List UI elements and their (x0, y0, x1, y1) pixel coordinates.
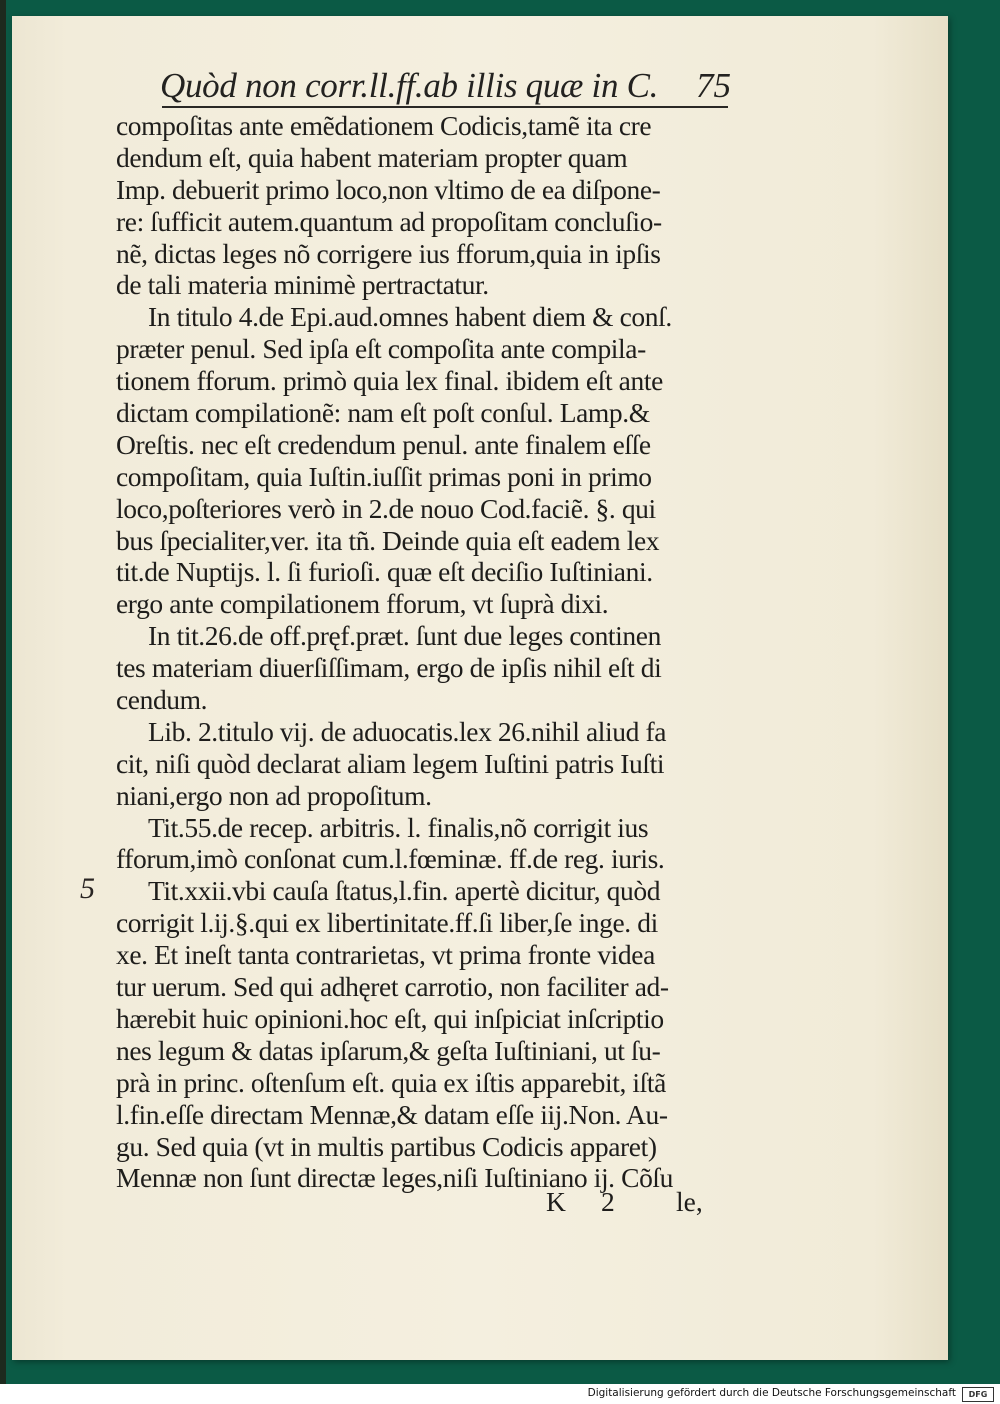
text-line: xe. Et ineſt tanta contrarietas, vt prima fronte videa (116, 939, 655, 971)
text-line: l.fin.eſſe directam Mennæ,& datam eſſe iij.Non. Au- (116, 1098, 668, 1130)
text-line: cendum. (116, 684, 208, 716)
text-line: hærebit huic opinioni.hoc eſt, qui inſpiciat inſcriptio (116, 1002, 664, 1034)
text-line: tur uerum. Sed qui adhęret carrotio, non faciliter ad- (116, 971, 669, 1003)
page-header (112, 66, 752, 112)
text-line: Oreſtis. nec eſt credendum penul. ante finalem eſſe (116, 428, 651, 460)
signature-mark: K (546, 1186, 566, 1217)
text-line: prà in princ. oſtenſum eſt. quia ex iſtis apparebit, iſtã (116, 1066, 666, 1098)
text-line: tionem fforum. primò quia lex final. ibidem eſt ante (116, 365, 663, 397)
text-line: compoſitas ante emẽdationem Codicis,tamẽ ita cre (116, 110, 652, 141)
text-line: Tit.xxii.vbi cauſa ſtatus,l.fin. apertè dicitur, quòd (148, 875, 661, 907)
dfg-logo: DFG (962, 1387, 994, 1402)
text-line: dendum eſt, quia habent materiam propter quam (116, 141, 628, 173)
text-line: nes legum & datas ipſarum,& geſta Iuſtiniani, ut ſu- (116, 1034, 661, 1066)
running-head: Quòd non corr.ll.ff.ab illis quæ in C. (160, 66, 659, 105)
text-line: re: ſufficit autem.quantum ad propoſitam concluſio- (116, 205, 662, 237)
footer-bar (0, 1384, 1000, 1404)
signature-number: 2 (601, 1186, 615, 1217)
text-line: cit, niſi quòd declarat aliam legem Iuſtini patris Iuſti (116, 747, 665, 779)
margin-annotation: 5 (80, 872, 95, 905)
text-line: loco,poſteriores verò in 2.de nouo Cod.faciẽ. §. qui (116, 492, 656, 524)
text-line: Imp. debuerit primo loco,non vltimo de ea diſpone- (116, 173, 661, 205)
text-line: tes materiam diuerſiſſimam, ergo de ipſis nihil eſt di (116, 652, 662, 684)
text-line: Lib. 2.titulo vij. de aduocatis.lex 26.nihil aliud fa (148, 715, 667, 747)
page-number: 75 (696, 66, 731, 105)
text-line: bus ſpecialiter,ver. ita tñ. Deinde quia eſt eadem lex (116, 524, 660, 556)
body-text (116, 110, 746, 1194)
text-line: dictam compilationẽ: nam eſt poſt conſul. Lamp.& (116, 397, 650, 429)
funding-credit: Digitalisierung gefördert durch die Deutsche Forschungsgemeinschaft (587, 1387, 956, 1399)
text-line: nẽ, dictas leges nõ corrigere ius fforum,quia in ipſis (116, 237, 661, 269)
book-edge (0, 0, 6, 1384)
text-line: corrigit l.ij.§.qui ex libertinitate.ff.ſi liber,ſe inge. di (116, 907, 658, 939)
text-line: gu. Sed quia (vt in multis partibus Codicis apparet) (116, 1130, 657, 1162)
text-line: In titulo 4.de Epi.aud.omnes habent diem & conſ. (148, 301, 672, 333)
text-line: de tali materia minimè pertractatur. (116, 269, 489, 301)
catchword: le, (676, 1186, 703, 1217)
text-line: tit.de Nuptijs. l. ſi furioſi. quæ eſt deciſio Iuſtiniani. (116, 556, 653, 588)
text-line: præter penul. Sed ipſa eſt compoſita ante compila- (116, 333, 646, 365)
text-line: compoſitam, quia Iuſtin.iuſſit primas poni in primo (116, 460, 652, 492)
text-line: ergo ante compilationem fforum, vt ſuprà dixi. (116, 588, 609, 620)
text-line: Mennæ non ſunt directæ leges,niſi Iuſtiniano ij. Cõſu (116, 1162, 674, 1194)
text-line: niani,ergo non ad propoſitum. (116, 779, 432, 811)
header-rule (162, 106, 728, 108)
text-line: Tit.55.de recep. arbitris. l. finalis,nõ corrigit ius (148, 811, 649, 843)
text-line: In tit.26.de off.pręf.præt. ſunt due leges continen (148, 620, 661, 652)
text-line: fforum,imò conſonat cum.l.fœminæ. ff.de reg. iuris. (116, 843, 665, 875)
